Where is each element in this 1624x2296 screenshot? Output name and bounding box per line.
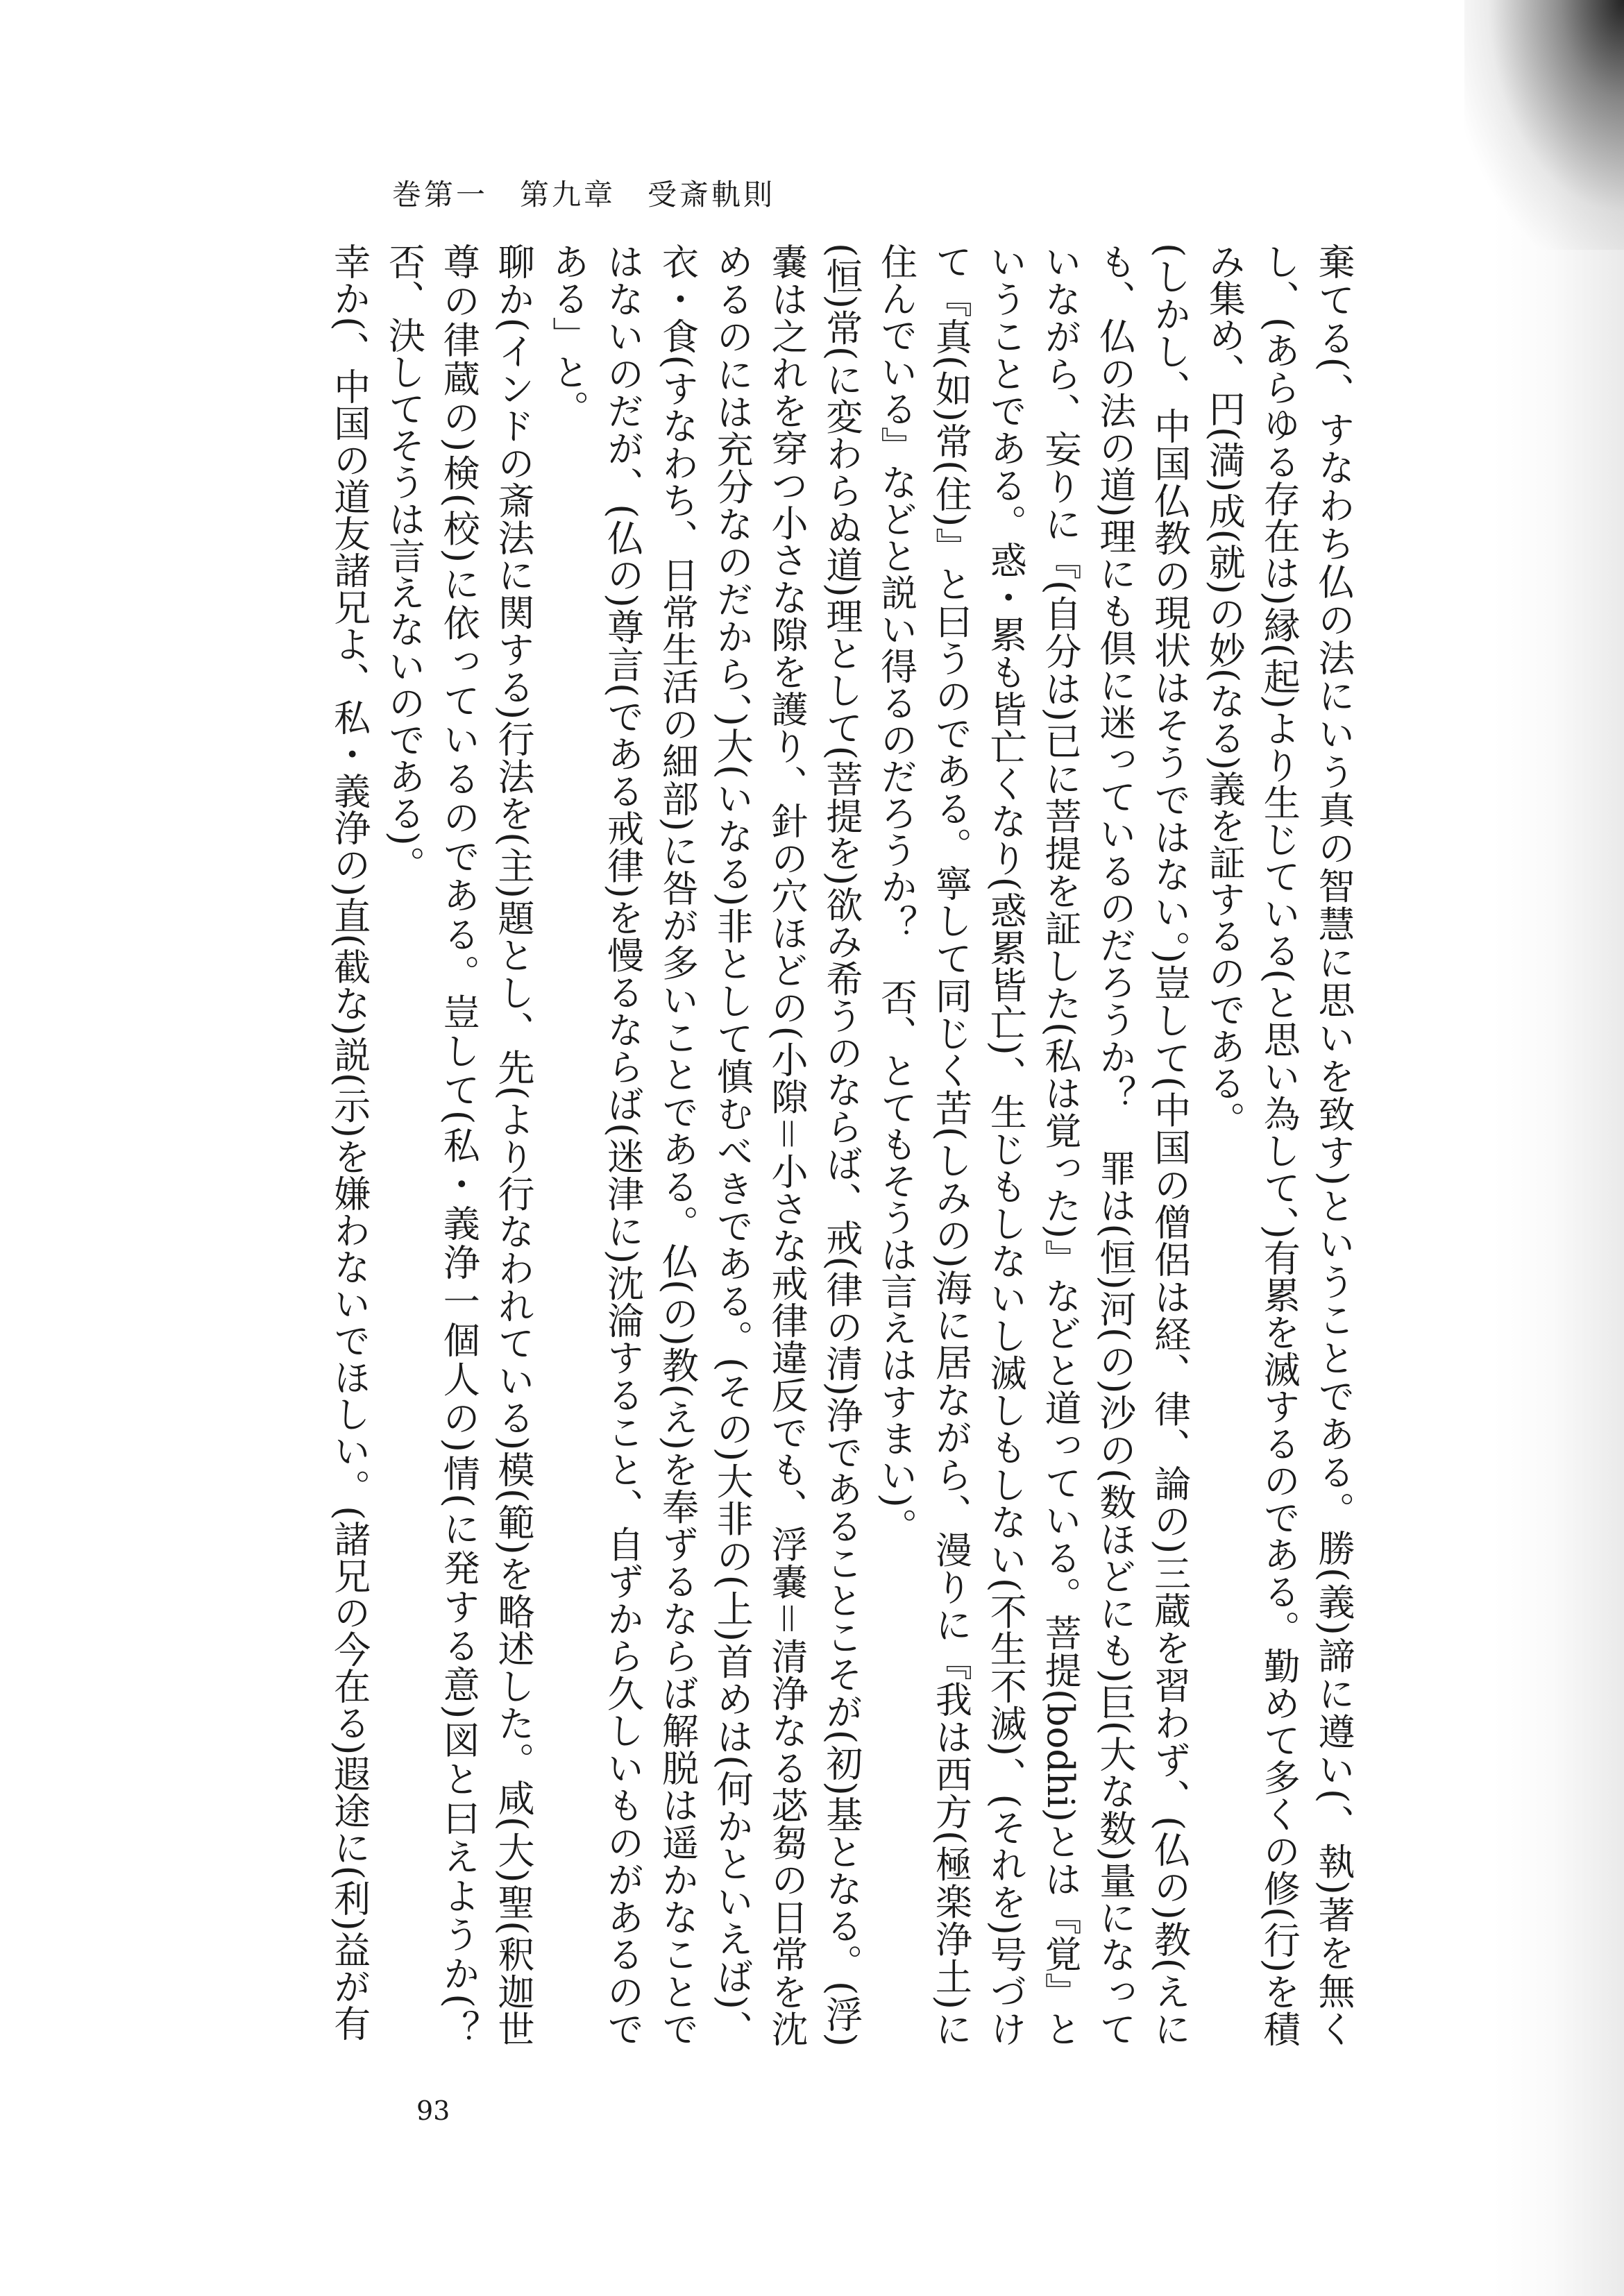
page-number: 93	[416, 2095, 450, 2126]
vertical-body-text	[328, 243, 1360, 2084]
paragraph-2: (しかし、中国仏教の現状はそうではない。)豈して(中国の僧侶は経、律、論の)三蔵を習わず、(仏の)教(えにも、仏の法の道)理にも倶に迷っているのだろうか？ 罪は(恒)河(の)沙の(数ほどにも)巨(大な数)量になっていながら、妄りに『(自分は)已に菩提を証した(私は覚った)』などと道っている。菩提(bodhi)とは『覚』ということである。惑・累も皆亡くなり(惑累皆亡)、生じもしないし滅しもしない(不生不滅)、(それを)号づけて『真(如)常(住)』と曰うのである。寧して同じく苦(しみの)海に居ながら、漫りに『我は西方(極楽浄土)に住んでいる』などと説い得るのだろうか？ 否、とてもそうは言えはすまい)。	[874, 243, 1191, 2047]
scan-edge-shading	[1492, 0, 1624, 2296]
running-head: 巻第一 第九章 受斎軌則	[392, 178, 776, 212]
paragraph-4: 聊か(インドの斎法に関する)行法を(主)題とし、先(より行なわれている)模(範)を略述した。咸(大)聖(釈迦世尊の律蔵の)検(校)に依っているのである。豈して(私・義浄一個人の)情(に発する意)図と曰えようか(？ 否、決してそうは言えないのである)。	[382, 243, 535, 2084]
paragraph-5: 幸か(、中国の道友諸兄よ、私・義浄の)直(截な)説(示)を嫌わないでほしい。(諸兄の今在る)遐途に(利)益が有	[328, 243, 371, 2041]
paragraph-1: 棄てる(、すなわち仏の法にいう真の智慧に思いを致す)ということである。勝(義)諦に遵い(、執)著を無くし、(あらゆる存在は)縁(起)より生じている(と思い為して、)有累を滅するのである。勤めて多くの修(行)を積み集め、円(満)成(就)の妙(なる)義を証するのである。	[1203, 243, 1355, 2047]
corner-shadow	[1464, 0, 1624, 250]
paragraph-3: (恒)常(に変わらぬ道)理として(菩提を)欲み希うのならば、戒(律の清)浄であることこそが(初)基となる。(浮)嚢は之れを穿つ小さな隙を護り、針の穴ほどの(小隙＝小さな戒律違反でも、浮嚢＝清浄なる苾芻の日常を沈めるのには充分なのだから、)大(いなる)非として慎むべきである。(その)大非の(上)首めは(何かといえば)、衣・食(すなわち、日常生活の細部)に咎が多いことである。仏(の)教(え)を奉ずるならば解脱は遥かなことではないのだが、(仏の)尊言(である戒律)を慢るならば(迷津に)沈淪すること、自ずから久しいものがあるのである」と。	[546, 243, 863, 2047]
